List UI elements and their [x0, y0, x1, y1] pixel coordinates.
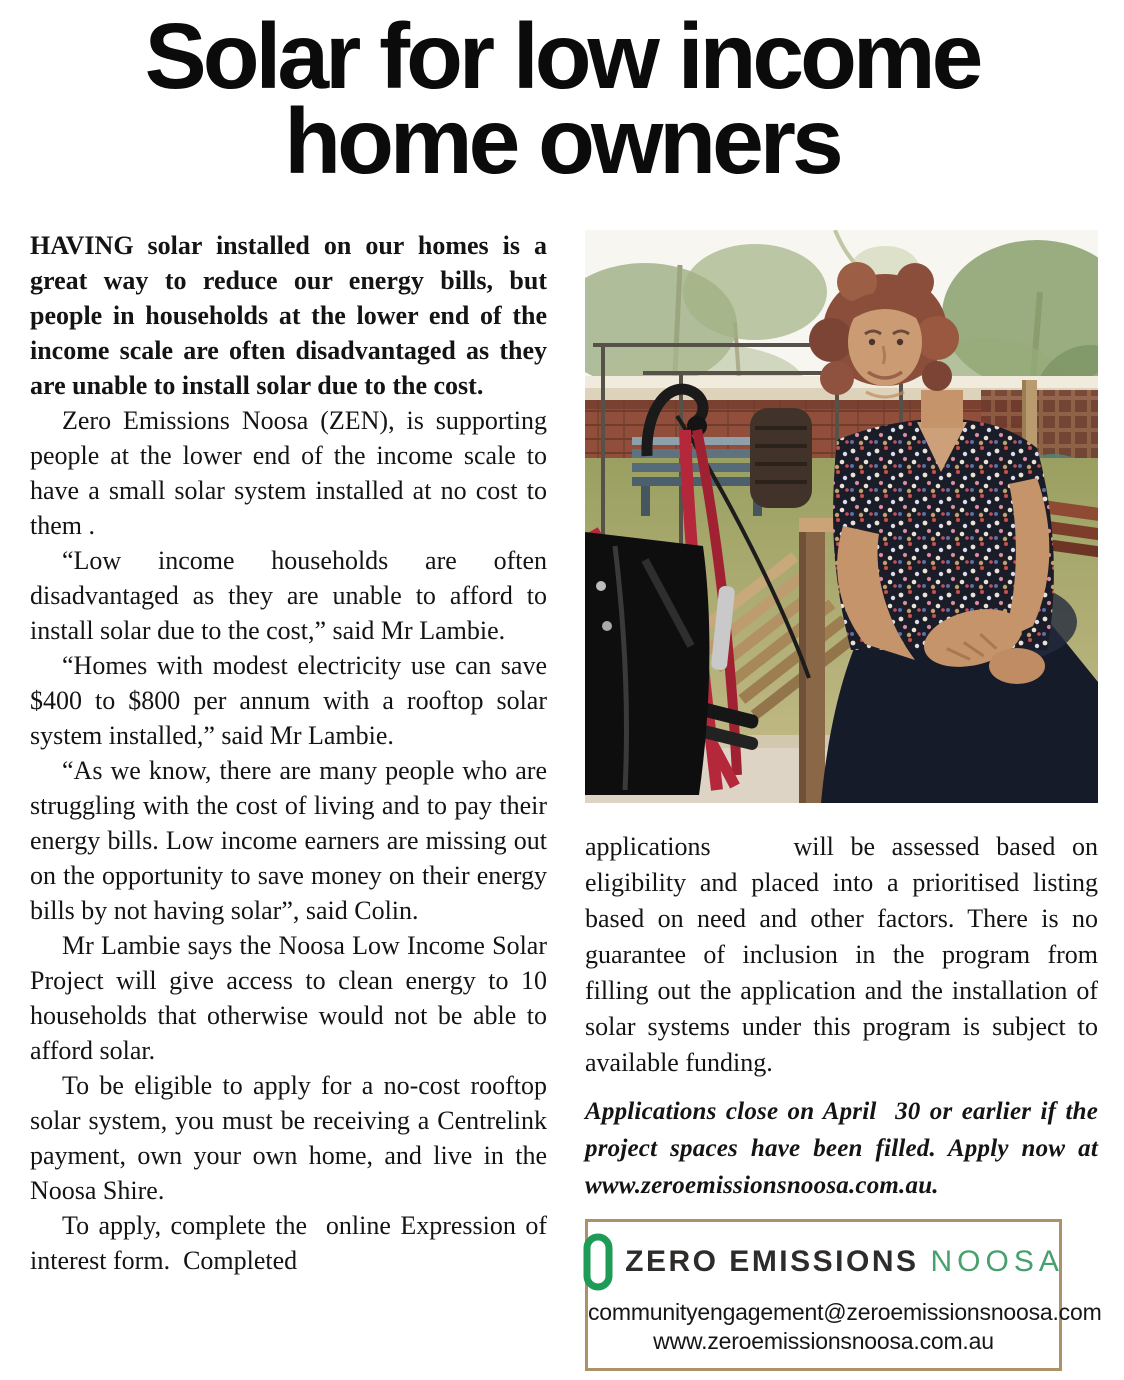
zero-emissions-noosa-logo-box [585, 1219, 1102, 1371]
right-column [585, 230, 1102, 1371]
paragraph-lead: HAVING solar installed on our homes is a great way to reduce our energy bills, but people in households at the lower end of the income scale are often disadvantaged as they are unable to install solar due to the cost. [30, 231, 547, 400]
right-column-paragraph: applications will be assessed based on eligibility and placed into a prioritised listing based on need and other factors. There is no guarantee of inclusion in the program from filling out the application and the installation of solar systems under this program is subject to available funding. [585, 832, 1098, 1077]
page-title [10, 4, 1114, 193]
article-photo [585, 230, 1098, 803]
applications-callout: Applications close on April 30 or earlier if the project spaces have been filled. Apply now at www.zeroemissionsnoosa.com.au. [585, 1098, 1098, 1199]
headline-line-2: home owners [284, 89, 840, 193]
brand-zero-emissions: ZERO EMISSIONS [625, 1245, 919, 1278]
contact-website: www.zeroemissionsnoosa.com.au [653, 1328, 994, 1354]
paragraph: To apply, complete the online Expression of interest form. Completed [30, 1211, 547, 1275]
contact-email: communityengagement@zeroemissionsnoosa.com [588, 1299, 1102, 1325]
photo-illustration [585, 230, 1098, 803]
paragraph: Mr Lambie says the Noosa Low Income Solar Project will give access to clean energy to 10 households that otherwise would not be able to afford solar. [30, 931, 547, 1065]
paragraph: To be eligible to apply for a no-cost rooftop solar system, you must be receiving a Centrelink payment, own your own home, and live in the Noosa Shire. [30, 1071, 547, 1205]
brand-noosa: NOOSA [930, 1245, 1064, 1278]
paragraph-quote: “Homes with modest electricity use can save $400 to $800 per annum with a rooftop solar system installed,” said Mr Lambie. [30, 651, 547, 750]
paragraph-quote: “Low income households are often disadvantaged as they are unable to afford to install solar due to the cost,” said Mr Lambie. [30, 546, 547, 645]
headline-line-1: Solar for low income [144, 4, 980, 108]
zen-o-icon [583, 1233, 613, 1296]
left-column [30, 228, 547, 1278]
paragraph: Zero Emissions Noosa (ZEN), is supporting people at the lower end of the income scale to have a small solar system installed at no cost to them . [30, 406, 547, 540]
wicker-chair [750, 408, 812, 508]
paragraph-quote: “As we know, there are many people who are struggling with the cost of living and to pay their energy bills. Low income earners are missing out on the opportunity to save money on their energy bills by not having solar”, said Colin. [30, 756, 547, 925]
logo-row [588, 1230, 1064, 1294]
